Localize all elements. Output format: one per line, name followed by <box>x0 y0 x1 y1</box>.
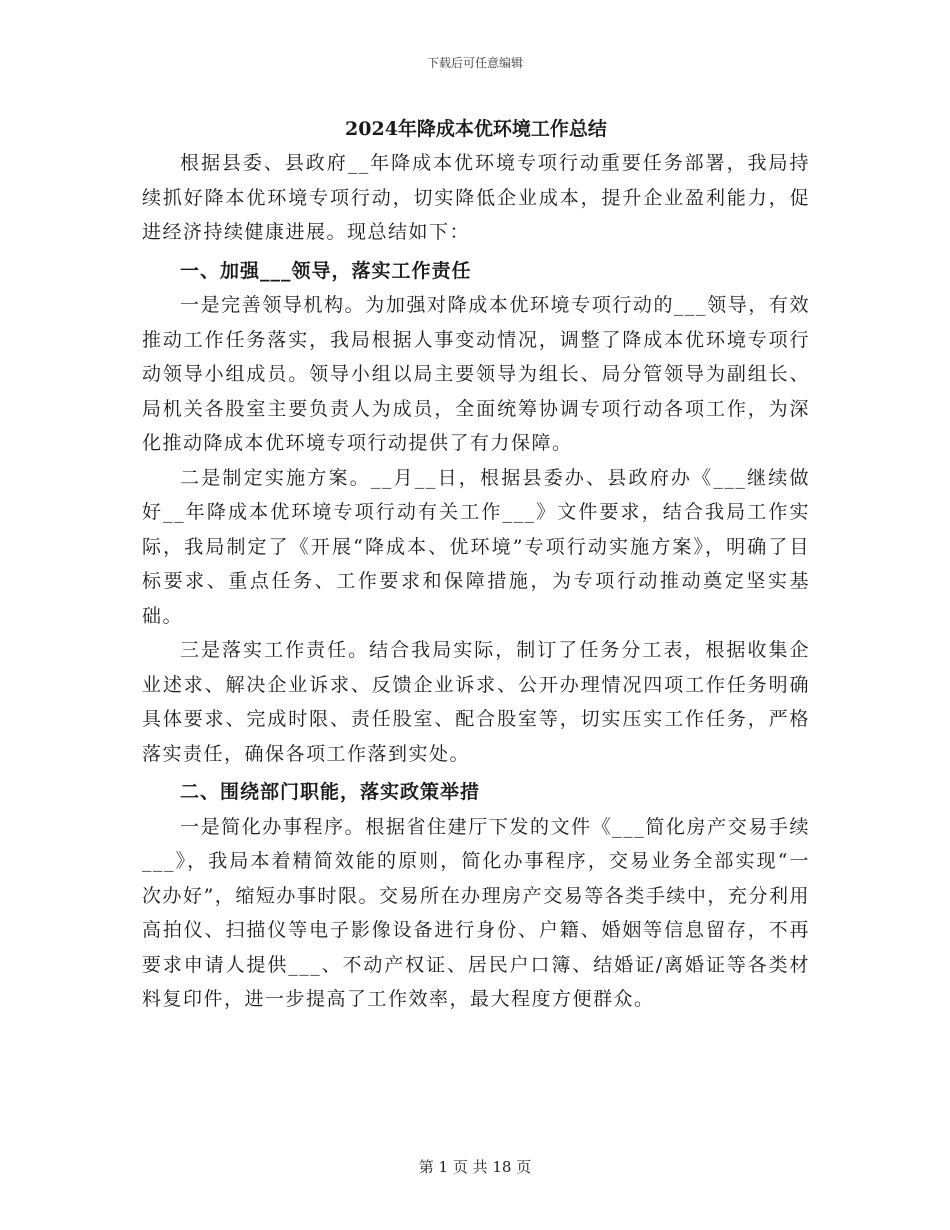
header-note: 下载后可任意编辑 <box>426 56 523 70</box>
page-footer: 第 1 页 共 18 页 <box>418 1158 532 1176</box>
section-heading-1: 一、加强___领导，落实工作责任 <box>180 259 472 282</box>
intro-paragraph: 根据县委、县政府__年降成本优环境专项行动重要任务部署，我局持续抓好降本优环境专项行动，切实降低企业成本，提升企业盈利能力，促进经济持续健康进展。现总结如下： <box>142 152 810 243</box>
paragraph-4: 一是简化办事程序。根据省住建厅下发的文件《___简化房产交易手续___》，我局本着精简效能的原则，简化办事程序，交易业务全部实现“一次办好”，缩短办事时限。交易所在办理房产交易等各类手续中，充分利用高拍仪、扫描仪等电子影像设备进行身份、户籍、婚姻等信息留存，不再要求申请人提供___、不动产权证、居民户口簿、结婚证/离婚证等各类材料复印件，进一步提高了工作效率，最大程度方便群众。 <box>142 815 810 1010</box>
section-heading-2: 二、围绕部门职能，落实政策举措 <box>180 781 481 803</box>
paragraph-2: 二是制定实施方案。__月__日，根据县委办、县政府办《___继续做好__年降成本优环境专项行动有关工作___》文件要求，结合我局工作实际，我局制定了《开展“降成本、优环境”专项行动实施方案》，明确了目标要求、重点任务、工作要求和保障措施，为专项行动推动奠定坚实基础。 <box>142 466 810 627</box>
document-title: 2024年降成本优环境工作总结 <box>345 118 607 140</box>
document-body <box>142 112 810 1017</box>
paragraph-3: 三是落实工作责任。结合我局实际，制订了任务分工表，根据收集企业述求、解决企业诉求、反馈企业诉求、公开办理情况四项工作任务明确具体要求、完成时限、责任股室、配合股室等，切实压实工作任务，严格落实责任，确保各项工作落到实处。 <box>142 639 810 765</box>
paragraph-1: 一是完善领导机构。为加强对降成本优环境专项行动的___领导，有效推动工作任务落实，我局根据人事变动情况，调整了降成本优环境专项行动领导小组成员。领导小组以局主要领导为组长、局分管领导为副组长、局机关各股室主要负责人为成员，全面统筹协调专项行动各项工作，为深化推动降成本优环境专项行动提供了有力保障。 <box>142 294 810 454</box>
